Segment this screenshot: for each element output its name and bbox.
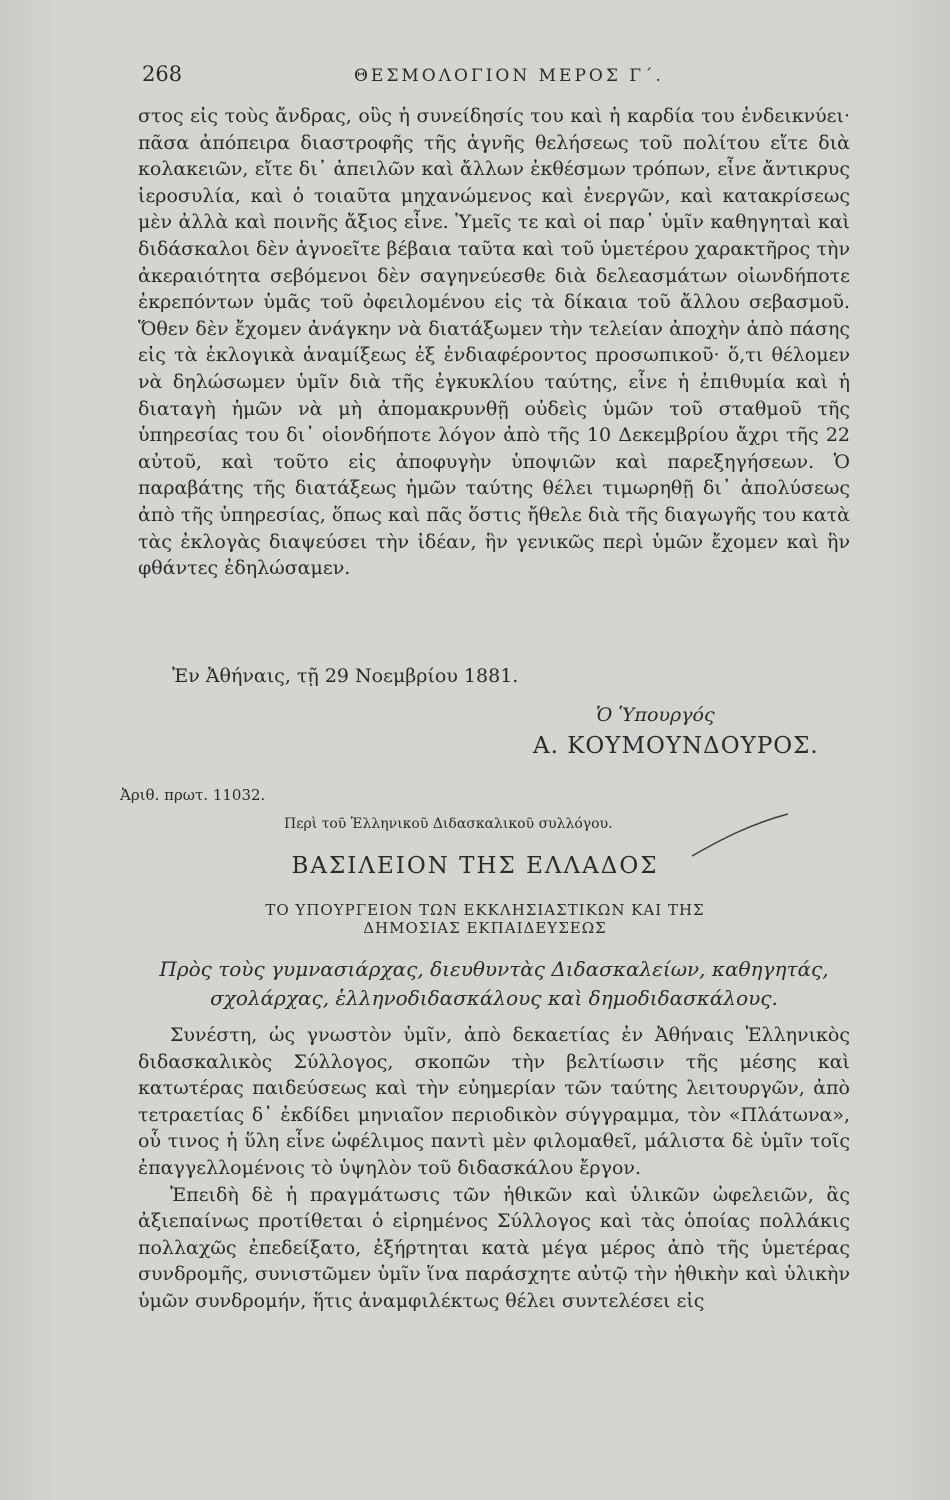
protocol-number: Ἀριθ. πρωτ. 11032. <box>120 786 266 804</box>
subject-line: Περὶ τοῦ Ἑλληνικοῦ Διδασκαλικοῦ συλλόγου. <box>284 816 613 832</box>
ministry-line-2: ΔΗΜΟΣΙΑΣ ΕΚΠΑΙΔΕΥΣΕΩΣ <box>363 919 607 937</box>
signature-title: Ὁ Ὑπουργός <box>596 704 715 726</box>
ministry-heading <box>200 901 770 937</box>
circular-continuation <box>138 103 850 582</box>
continuation-paragraph: στος εἰς τοὺς ἄνδρας, οὓς ἡ συνείδησίς του καὶ ἡ καρδία του ἐνδεικνύει· πᾶσα ἀπόπειρα διαστροφῆς τῆς ἁγνῆς θελήσεως τοῦ πολίτου εἴτε διὰ κολακειῶν, εἴτε δι᾿ ἀπειλῶν καὶ ἄλλων ἐκθέσμων τρόπων, εἶνε ἄντικρυς ἱεροσυλία, καὶ ὁ τοιαῦτα μηχανώμενος καὶ ἐνεργῶν, καὶ κατακρίσεως μὲν ἀλλὰ καὶ ποινῆς ἄξιος εἶνε. Ὑμεῖς τε καὶ οἱ παρ᾿ ὑμῖν καθηγηταὶ καὶ διδάσκαλοι δὲν ἀγνοεῖτε βέβαια ταῦτα καὶ τοῦ ὑμετέρου χαρακτῆρος τὴν ἀκεραιότητα σεβόμενοι δὲν σαγηνεύεσθε διὰ δελεασμάτων οἰωνδήποτε ἐκρεπόντων ὑμᾶς τοῦ ὀφειλομένου εἰς τὰ δίκαια τοῦ ἄλλου σεβασμοῦ. Ὅθεν δὲν ἔχομεν ἀνάγκην νὰ διατάξωμεν τὴν τελείαν ἀποχὴν ἀπὸ πάσης εἰς τὰ ἐκλογικὰ ἀναμίξεως ἐξ ἐνδιαφέροντος προσωπικοῦ· ὅ,τι θέλομεν νὰ δηλώσωμεν ὑμῖν διὰ τῆς ἐγκυκλίου ταύτης, εἶνε ἡ ἐπιθυμία καὶ ἡ διαταγὴ ἡμῶν νὰ μὴ ἀπομακρυνθῇ οὐδεὶς ὑμῶν τοῦ σταθμοῦ τῆς ὑπηρεσίας του δι᾿ οἱονδήποτε λόγον ἀπὸ τῆς 10 Δεκεμβρίου ἄχρι τῆς 22 αὐτοῦ, καὶ τοῦτο εἰς ἀποφυγὴν ὑποψιῶν καὶ παρεξηγήσεων. Ὁ παραβάτης τῆς διατάξεως ἡμῶν ταύτης θέλει τιμωρηθῇ δι᾿ ἀπολύσεως ἀπὸ τῆς ὑπηρεσίας, ὅπως καὶ πᾶς ὅστις ἤθελε διὰ τῆς διαγωγῆς του κατὰ τὰς ἐκλογὰς διαψεύσει τὴν ἰδέαν, ἣν γενικῶς περὶ ὑμῶν ἔχομεν καὶ ἣν φθάντες ἐδηλώσαμεν. <box>138 105 850 580</box>
signature-name: Α. ΚΟΥΜΟΥΝΔΟΥΡΟΣ. <box>533 733 819 759</box>
ministry-line-1: ΤΟ ΥΠΟΥΡΓΕΙΟΝ ΤΩΝ ΕΚΚΛΗΣΙΑΣΤΙΚΩΝ ΚΑΙ ΤΗΣ <box>265 901 705 919</box>
circular-body <box>138 1022 850 1315</box>
addressee-line-1: Πρὸς τοὺς γυμνασιάρχας, διευθυντὰς Διδασκαλείων, καθηγητάς, <box>159 957 829 981</box>
paragraph-1: Συνέστη, ὡς γνωστὸν ὑμῖν, ἀπὸ δεκαετίας ἐν Ἀθήναις Ἑλληνικὸς διδασκαλικὸς Σύλλογος, σκοπῶν τὴν βελτίωσιν τῆς μέσης καὶ κατωτέρας παιδεύσεως καὶ τὴν εὐημερίαν τῶν ταύτης λειτουργῶν, ἀπὸ τετραετίας δ᾿ ἐκδίδει μηνιαῖον περιοδικὸν σύγγραμμα, τὸν «Πλάτωνα», οὗ τινος ἡ ὕλη εἶνε ὠφέλιμος παντὶ μὲν φιλομαθεῖ, μάλιστα δὲ ὑμῖν τοῖς ἐπαγγελλομένοις τὸ ὑψηλὸν τοῦ διδασκάλου ἔργον. <box>138 1024 850 1179</box>
page-number: 268 <box>142 62 183 86</box>
addressee-block <box>138 955 850 1013</box>
page-header <box>142 62 862 94</box>
running-head: ΘΕΣΜΟΛΟΓΙΟΝ ΜΕΡΟΣ Γ΄. <box>354 66 664 86</box>
date-line: Ἐν Ἀθήναις, τῇ 29 Νοεμβρίου 1881. <box>172 665 519 687</box>
paragraph-2: Ἐπειδὴ δὲ ἡ πραγμάτωσις τῶν ἠθικῶν καὶ ὑλικῶν ὠφελειῶν, ἃς ἀξιεπαίνως προτίθεται ὁ εἰρημένος Σύλλογος καὶ τὰς ὁποίας πολλάκις πολλαχῶς ἐπεδείξατο, ἐξήρτηται κατὰ μέγα μέρος ἀπὸ τῆς ὑμετέρας συνδρομῆς, συνιστῶμεν ὑμῖν ἵνα παράσχητε αὐτῷ τὴν ἠθικὴν καὶ ὑλικὴν ὑμῶν συνδρομήν, ἥτις ἀναμφιλέκτως θέλει συντελέσει εἰς <box>138 1183 850 1312</box>
kingdom-heading: ΒΑΣΙΛΕΙΟΝ ΤΗΣ ΕΛΛΑΔΟΣ <box>291 853 659 879</box>
addressee-line-2: σχολάρχας, ἑλληνοδιδασκάλους καὶ δημοδιδασκάλους. <box>210 986 778 1010</box>
